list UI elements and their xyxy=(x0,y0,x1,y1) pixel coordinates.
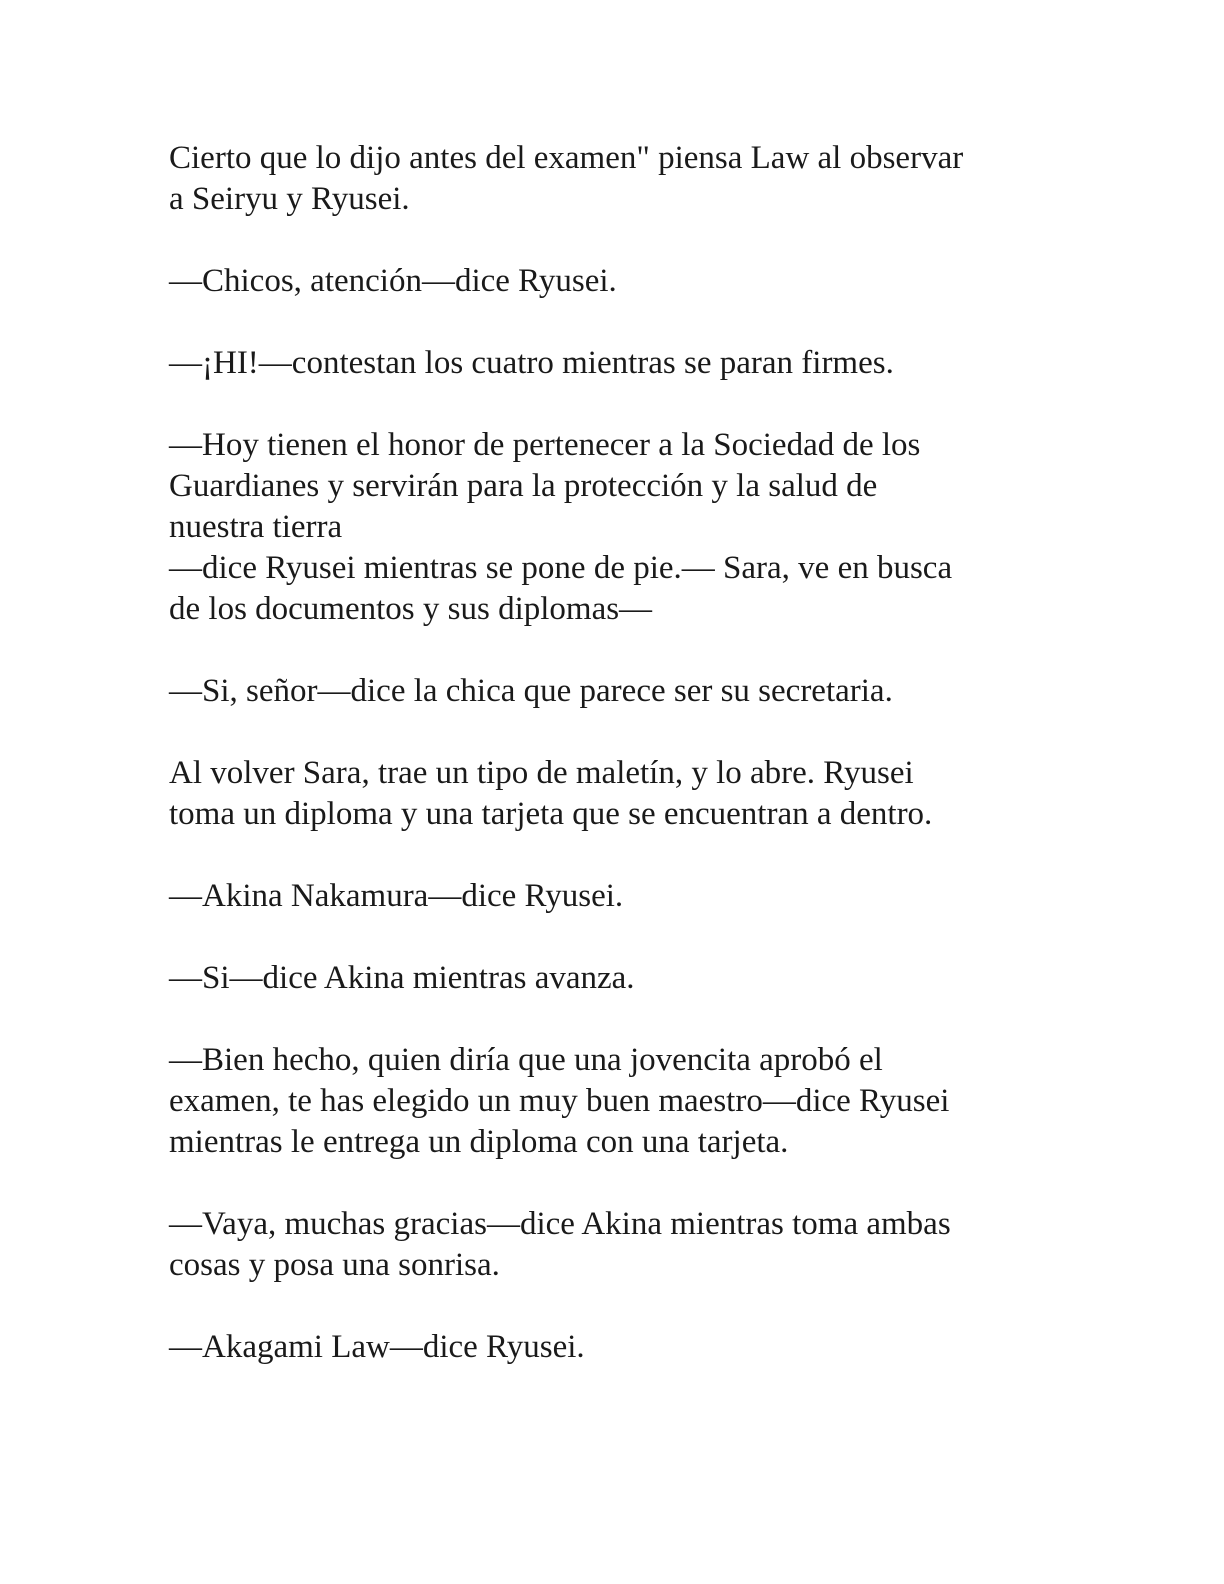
text-line: mientras le entrega un diploma con una tarjeta. xyxy=(169,1124,789,1160)
text-line: nuestra tierra xyxy=(169,509,343,545)
paragraph xyxy=(169,343,1049,384)
text-line: toma un diploma y una tarjeta que se encuentran a dentro. xyxy=(169,796,933,832)
text-line: —¡HI!—contestan los cuatro mientras se paran firmes. xyxy=(169,345,894,381)
text-line: —Si, señor—dice la chica que parece ser su secretaria. xyxy=(169,673,893,709)
text-line: —Hoy tienen el honor de pertenecer a la Sociedad de los xyxy=(169,427,921,463)
paragraph xyxy=(169,138,1049,220)
text-line: —Si—dice Akina mientras avanza. xyxy=(169,960,635,996)
text-line: Al volver Sara, trae un tipo de maletín, y lo abre. Ryusei xyxy=(169,755,914,791)
text-line: Guardianes y servirán para la protección y la salud de xyxy=(169,468,878,504)
paragraph xyxy=(169,261,1049,302)
text-line: a Seiryu y Ryusei. xyxy=(169,181,410,217)
text-line: —Chicos, atención—dice Ryusei. xyxy=(169,263,617,299)
text-line: cosas y posa una sonrisa. xyxy=(169,1247,500,1283)
paragraph xyxy=(169,1204,1049,1286)
text-line: —dice Ryusei mientras se pone de pie.— Sara, ve en busca xyxy=(169,550,953,586)
text-line: —Bien hecho, quien diría que una jovencita aprobó el xyxy=(169,1042,883,1078)
paragraph xyxy=(169,958,1049,999)
text-line: examen, te has elegido un muy buen maestro—dice Ryusei xyxy=(169,1083,950,1119)
text-line: —Akagami Law—dice Ryusei. xyxy=(169,1329,585,1365)
paragraph xyxy=(169,1327,1049,1368)
document-body xyxy=(169,138,1049,1409)
paragraph xyxy=(169,876,1049,917)
text-line: —Akina Nakamura—dice Ryusei. xyxy=(169,878,624,914)
paragraph xyxy=(169,671,1049,712)
text-line: —Vaya, muchas gracias—dice Akina mientras toma ambas xyxy=(169,1206,951,1242)
paragraph xyxy=(169,1040,1049,1163)
paragraph xyxy=(169,425,1049,630)
paragraph xyxy=(169,753,1049,835)
text-line: Cierto que lo dijo antes del examen" piensa Law al observar xyxy=(169,140,964,176)
text-line: de los documentos y sus diplomas— xyxy=(169,591,653,627)
